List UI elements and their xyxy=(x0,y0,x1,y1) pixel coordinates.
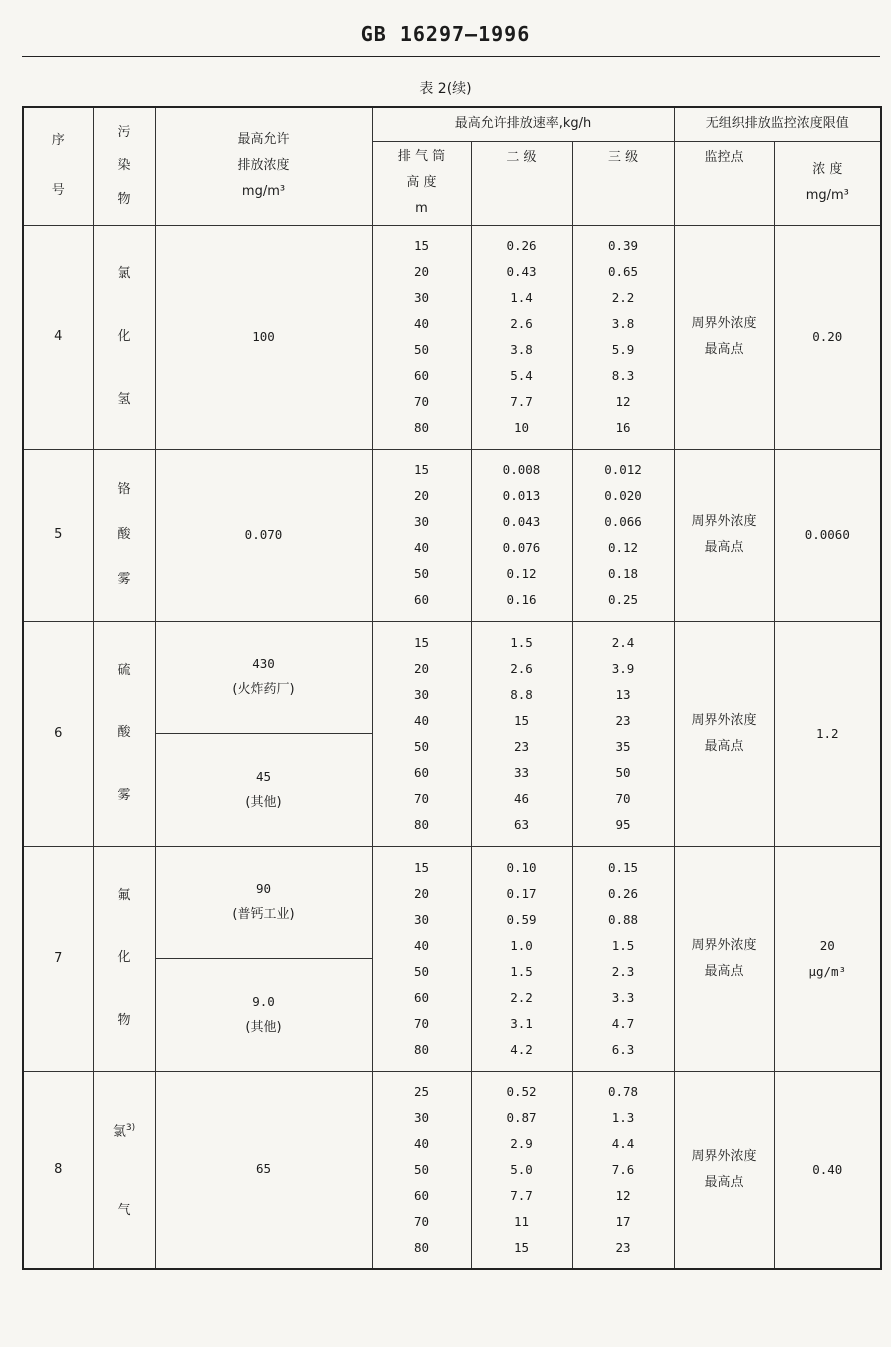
level-3-rate-value: 13 xyxy=(615,686,631,702)
header-pollutant xyxy=(93,107,155,225)
concentration-limit-value: 0.20 xyxy=(812,329,843,344)
monitor-point-line: 周界外浓度 xyxy=(691,1148,757,1164)
pollutant-footnote-mark: 3) xyxy=(125,1123,136,1134)
monitor-point-line: 最高点 xyxy=(704,540,744,555)
cell-concentration-limit xyxy=(774,225,881,449)
pollutant-name xyxy=(94,865,155,1053)
stack-height-value: 50 xyxy=(413,566,430,581)
cell-stack-heights-list xyxy=(373,630,471,838)
max-concentration-split xyxy=(156,847,372,1071)
stack-height-value: 15 xyxy=(413,634,430,650)
level-3-rate-value: 0.26 xyxy=(607,885,639,901)
cell-stack-heights xyxy=(372,846,471,1071)
cell-max-concentration xyxy=(155,225,372,449)
level-2-rate-value: 2.6 xyxy=(510,660,533,676)
cell-monitor-point xyxy=(674,449,774,621)
level-3-rate-value: 23 xyxy=(615,1239,631,1255)
stack-height-value: 20 xyxy=(413,885,430,901)
pollutant-char: 物 xyxy=(117,1013,131,1029)
max-concentration-subcell xyxy=(156,622,372,734)
pollutant-char: 雾 xyxy=(117,788,131,804)
stack-height-value: 30 xyxy=(413,514,430,529)
pollutant-char: 氯 xyxy=(117,266,131,282)
cell-stack-heights-list xyxy=(373,1079,471,1261)
header-stack-height xyxy=(372,141,471,225)
header-seq-char: 序 xyxy=(51,133,65,149)
cell-concentration-limit xyxy=(774,846,881,1071)
level-3-rate-value: 2.3 xyxy=(611,963,635,979)
cell-level-2-rates xyxy=(471,225,572,449)
max-concentration-subcell xyxy=(156,959,372,1071)
stack-height-value: 40 xyxy=(413,540,430,555)
monitor-point-line: 最高点 xyxy=(704,342,744,357)
level-2-rate-value: 7.7 xyxy=(510,394,533,409)
level-3-rate-value: 23 xyxy=(615,712,631,728)
pollutant-char: 氢 xyxy=(117,391,131,407)
cell-level-2-rates xyxy=(471,846,572,1071)
cell-level-2-rates-list xyxy=(472,1079,572,1261)
header-concentration-line: 浓 度 xyxy=(812,162,843,177)
monitor-point-text xyxy=(675,1144,774,1196)
level-3-rate-value: 0.25 xyxy=(607,592,639,607)
max-concentration-note: (其他) xyxy=(245,794,282,810)
header-stack-height-line: 高 度 xyxy=(406,175,437,190)
cell-seq: 6 xyxy=(23,621,93,846)
stack-height-value: 60 xyxy=(413,989,430,1005)
stack-height-value: 40 xyxy=(413,937,430,953)
cell-level-3-rates-list xyxy=(573,630,674,838)
pollutant-char: 铬 xyxy=(117,481,131,497)
cell-concentration-limit xyxy=(774,449,881,621)
concentration-limit-value: 0.0060 xyxy=(804,527,850,542)
level-2-rate-value: 1.0 xyxy=(510,937,533,953)
max-concentration-value: 430 xyxy=(252,656,275,672)
header-seq xyxy=(23,107,93,225)
level-2-rate-value: 0.26 xyxy=(506,238,537,253)
stack-height-value: 50 xyxy=(413,738,430,754)
cell-pollutant xyxy=(93,621,155,846)
level-2-rate-value: 0.16 xyxy=(506,592,537,607)
stack-height-value: 60 xyxy=(413,592,430,607)
level-3-rate-value: 0.15 xyxy=(607,859,639,875)
cell-stack-heights-list xyxy=(373,855,471,1063)
cell-level-2-rates-list xyxy=(472,630,572,838)
cell-stack-heights xyxy=(372,225,471,449)
cell-concentration-limit xyxy=(774,621,881,846)
pollutant-char: 酸 xyxy=(117,526,131,542)
cell-level-3-rates xyxy=(572,621,674,846)
max-concentration-group xyxy=(156,764,372,816)
table-row xyxy=(23,621,881,846)
concentration-limit-unit: μg/m³ xyxy=(808,963,847,979)
level-2-rate-value: 5.0 xyxy=(510,1161,533,1177)
header-stack-height-line: m xyxy=(415,201,428,216)
level-3-rate-value: 0.18 xyxy=(607,566,639,581)
level-3-rate-value: 0.066 xyxy=(604,514,642,529)
max-concentration-subcell xyxy=(156,734,372,846)
level-3-rate-value: 0.012 xyxy=(604,462,642,477)
cell-stack-heights xyxy=(372,621,471,846)
monitor-point-line: 最高点 xyxy=(704,1174,744,1190)
max-concentration-subcell xyxy=(156,847,372,959)
level-2-rate-value: 0.43 xyxy=(506,264,537,279)
stack-height-value: 60 xyxy=(413,764,430,780)
stack-height-value: 50 xyxy=(413,342,430,357)
pollutant-char: 酸 xyxy=(117,725,131,741)
max-concentration-value: 9.0 xyxy=(252,993,275,1009)
concentration-limit-text xyxy=(775,522,881,548)
level-3-rate-value: 0.12 xyxy=(607,540,639,555)
level-3-rate-value: 3.8 xyxy=(611,316,635,331)
stack-height-value: 15 xyxy=(413,462,430,477)
level-3-rate-value: 50 xyxy=(615,764,631,780)
header-max-concentration-line: mg/m³ xyxy=(241,184,286,200)
monitor-point-line: 最高点 xyxy=(704,963,744,979)
stack-height-value: 40 xyxy=(413,316,430,331)
table-row xyxy=(23,846,881,1071)
cell-stack-heights-list xyxy=(373,457,471,613)
pollutant-name xyxy=(94,1089,155,1251)
level-3-rate-value: 3.3 xyxy=(611,989,635,1005)
cell-level-3-rates-list xyxy=(573,855,674,1063)
level-3-rate-value: 1.5 xyxy=(611,937,635,953)
max-concentration-value: 100 xyxy=(252,328,275,344)
level-3-rate-value: 2.2 xyxy=(611,290,635,305)
level-2-rate-value: 3.1 xyxy=(510,1015,533,1031)
max-concentration-group xyxy=(156,651,372,703)
stack-height-value: 80 xyxy=(413,1239,430,1255)
monitor-point-line: 周界外浓度 xyxy=(691,514,757,529)
table-row xyxy=(23,1071,881,1269)
table-row xyxy=(23,449,881,621)
level-3-rate-value: 35 xyxy=(615,738,631,754)
level-3-rate-value: 12 xyxy=(615,1187,631,1203)
stack-height-value: 20 xyxy=(413,488,430,503)
level-2-rate-value: 2.9 xyxy=(510,1135,533,1151)
monitor-point-line: 周界外浓度 xyxy=(691,316,757,331)
level-2-rate-value: 0.52 xyxy=(506,1083,537,1099)
level-2-rate-value: 0.076 xyxy=(502,540,541,555)
level-2-rate-value: 15 xyxy=(513,1239,530,1255)
level-3-rate-value: 17 xyxy=(615,1213,631,1229)
header-max-concentration-line: 最高允许 xyxy=(237,132,290,148)
level-2-rate-value: 0.87 xyxy=(506,1109,537,1125)
concentration-limit-value: 20 xyxy=(819,937,835,953)
level-2-rate-value: 2.2 xyxy=(510,989,533,1005)
header-seq-char: 号 xyxy=(51,183,65,199)
header-rate-group: 最高允许排放速率,kg/h xyxy=(372,107,674,141)
cell-level-2-rates-list xyxy=(472,233,572,441)
stack-height-value: 30 xyxy=(413,1109,430,1125)
pollutant-char: 化 xyxy=(117,950,131,966)
stack-height-value: 60 xyxy=(413,368,430,383)
stack-height-value: 20 xyxy=(413,660,430,676)
pollutant-char: 氯$^{3)}$ xyxy=(112,1123,136,1140)
cell-level-3-rates xyxy=(572,225,674,449)
header-max-concentration-line: 排放浓度 xyxy=(237,158,290,174)
cell-level-2-rates-list xyxy=(472,457,572,613)
cell-level-3-rates-list xyxy=(573,233,674,441)
level-2-rate-value: 0.59 xyxy=(506,911,537,927)
max-concentration-group xyxy=(156,876,372,928)
cell-monitor-point xyxy=(674,225,774,449)
header-max-concentration xyxy=(155,107,372,225)
monitor-point-text xyxy=(675,311,774,363)
max-concentration-value: 65 xyxy=(255,1161,272,1177)
cell-max-concentration xyxy=(155,846,372,1071)
stack-height-value: 30 xyxy=(413,290,430,305)
concentration-limit-text xyxy=(775,721,881,747)
max-concentration-note: (其他) xyxy=(245,1019,282,1035)
level-3-rate-value: 12 xyxy=(615,394,631,409)
level-3-rate-value: 95 xyxy=(615,816,631,832)
header-stack-height-line: 排 气 筒 xyxy=(397,149,446,164)
cell-max-concentration xyxy=(155,621,372,846)
header-concentration xyxy=(774,141,881,225)
header-concentration-line: mg/m³ xyxy=(805,188,849,203)
level-2-rate-value: 0.12 xyxy=(506,566,537,581)
cell-level-2-rates xyxy=(471,1071,572,1269)
concentration-limit-text xyxy=(775,933,881,985)
level-3-rate-value: 70 xyxy=(615,790,631,806)
cell-seq: 7 xyxy=(23,846,93,1071)
cell-max-concentration xyxy=(155,449,372,621)
monitor-point-line: 周界外浓度 xyxy=(691,937,757,953)
concentration-limit-text xyxy=(775,324,881,350)
stack-height-value: 20 xyxy=(413,264,430,279)
stack-height-value: 80 xyxy=(413,420,430,435)
header-fugitive-group: 无组织排放监控浓度限值 xyxy=(674,107,881,141)
emission-limits-table xyxy=(22,106,882,1270)
level-3-rate-value: 0.78 xyxy=(607,1083,639,1099)
header-pollutant-char: 污 xyxy=(117,124,131,140)
level-3-rate-value: 6.3 xyxy=(611,1041,635,1057)
level-2-rate-value: 46 xyxy=(513,790,530,806)
cell-monitor-point xyxy=(674,846,774,1071)
cell-max-concentration xyxy=(155,1071,372,1269)
cell-level-2-rates xyxy=(471,449,572,621)
level-2-rate-value: 11 xyxy=(513,1213,530,1229)
max-concentration-group xyxy=(156,989,372,1041)
cell-level-3-rates xyxy=(572,449,674,621)
header-level-3: 三 级 xyxy=(572,141,674,225)
stack-height-value: 50 xyxy=(413,963,430,979)
level-2-rate-value: 63 xyxy=(513,816,530,832)
level-2-rate-value: 15 xyxy=(513,712,530,728)
level-3-rate-value: 0.88 xyxy=(607,911,639,927)
max-concentration-note: (普钙工业) xyxy=(232,907,295,923)
max-concentration-value: 45 xyxy=(255,768,272,784)
cell-monitor-point xyxy=(674,621,774,846)
cell-seq: 5 xyxy=(23,449,93,621)
level-3-rate-value: 0.65 xyxy=(607,264,639,279)
stack-height-value: 15 xyxy=(413,859,430,875)
level-3-rate-value: 2.4 xyxy=(611,634,635,650)
stack-height-value: 70 xyxy=(413,394,430,409)
cell-level-3-rates-list xyxy=(573,457,674,613)
cell-pollutant xyxy=(93,225,155,449)
level-2-rate-value: 0.013 xyxy=(502,488,541,503)
standard-number: GB 16297—1996 xyxy=(360,22,531,46)
cell-level-3-rates xyxy=(572,1071,674,1269)
pollutant-char: 气 xyxy=(117,1203,131,1219)
level-2-rate-value: 2.6 xyxy=(510,316,533,331)
stack-height-value: 70 xyxy=(413,1213,430,1229)
stack-height-value: 80 xyxy=(413,1041,430,1057)
level-2-rate-value: 3.8 xyxy=(510,342,533,357)
cell-level-3-rates-list xyxy=(573,1079,674,1261)
header-monitor-point: 监控点 xyxy=(674,141,774,225)
cell-pollutant xyxy=(93,846,155,1071)
monitor-point-line: 周界外浓度 xyxy=(691,712,757,728)
header-level-2: 二 级 xyxy=(471,141,572,225)
level-2-rate-value: 0.10 xyxy=(506,859,537,875)
level-2-rate-value: 0.17 xyxy=(506,885,537,901)
cell-monitor-point xyxy=(674,1071,774,1269)
stack-height-value: 40 xyxy=(413,1135,430,1151)
pollutant-name xyxy=(94,640,155,828)
level-3-rate-value: 3.9 xyxy=(611,660,635,676)
stack-height-value: 30 xyxy=(413,686,430,702)
level-2-rate-value: 10 xyxy=(513,420,530,435)
header-pollutant-char: 物 xyxy=(117,191,131,207)
level-2-rate-value: 8.8 xyxy=(510,686,533,702)
stack-height-value: 40 xyxy=(413,712,430,728)
concentration-limit-text xyxy=(775,1157,881,1183)
max-concentration-note: (火炸药厂) xyxy=(232,682,295,698)
level-2-rate-value: 1.5 xyxy=(510,634,533,650)
max-concentration-value: 90 xyxy=(255,881,272,897)
cell-concentration-limit xyxy=(774,1071,881,1269)
pollutant-char: 氟 xyxy=(117,887,131,903)
pollutant-char: 雾 xyxy=(117,572,131,588)
cell-level-2-rates xyxy=(471,621,572,846)
concentration-limit-value: 0.40 xyxy=(812,1161,843,1177)
level-2-rate-value: 7.7 xyxy=(510,1187,533,1203)
cell-level-2-rates-list xyxy=(472,855,572,1063)
stack-height-value: 60 xyxy=(413,1187,430,1203)
monitor-point-text xyxy=(675,933,774,985)
cell-seq: 8 xyxy=(23,1071,93,1269)
cell-level-3-rates xyxy=(572,846,674,1071)
level-2-rate-value: 5.4 xyxy=(510,368,533,383)
level-2-rate-value: 1.4 xyxy=(510,290,533,305)
level-3-rate-value: 1.3 xyxy=(611,1109,635,1125)
cell-stack-heights-list xyxy=(373,233,471,441)
monitor-point-text xyxy=(675,509,774,561)
cell-stack-heights xyxy=(372,449,471,621)
level-3-rate-value: 0.39 xyxy=(607,238,639,253)
header-pollutant-char: 染 xyxy=(117,158,131,174)
monitor-point-text xyxy=(675,708,774,760)
level-2-rate-value: 23 xyxy=(513,738,530,754)
cell-pollutant xyxy=(93,1071,155,1269)
level-2-rate-value: 0.008 xyxy=(502,462,541,477)
level-3-rate-value: 4.7 xyxy=(611,1015,635,1031)
level-3-rate-value: 8.3 xyxy=(611,368,635,383)
stack-height-value: 80 xyxy=(413,816,430,832)
stack-height-value: 70 xyxy=(413,1015,430,1031)
level-3-rate-value: 7.6 xyxy=(611,1161,635,1177)
stack-height-value: 50 xyxy=(413,1161,430,1177)
level-3-rate-value: 4.4 xyxy=(611,1135,635,1151)
cell-stack-heights xyxy=(372,1071,471,1269)
monitor-point-line: 最高点 xyxy=(704,738,744,754)
level-3-rate-value: 16 xyxy=(615,420,631,435)
level-2-rate-value: 0.043 xyxy=(502,514,541,529)
pollutant-name xyxy=(94,243,155,431)
table-body xyxy=(23,225,881,1269)
level-2-rate-value: 1.5 xyxy=(510,963,533,979)
cell-pollutant xyxy=(93,449,155,621)
stack-height-value: 25 xyxy=(413,1083,430,1099)
pollutant-char: 化 xyxy=(117,328,131,344)
max-concentration-value: 0.070 xyxy=(244,526,283,542)
cell-seq: 4 xyxy=(23,225,93,449)
pollutant-char: 硫 xyxy=(117,662,131,678)
table-caption: 表 2(续) xyxy=(419,81,472,97)
level-3-rate-value: 5.9 xyxy=(611,342,635,357)
stack-height-value: 30 xyxy=(413,911,430,927)
pollutant-name xyxy=(94,467,155,603)
stack-height-value: 15 xyxy=(413,238,430,253)
concentration-limit-value: 1.2 xyxy=(815,725,839,741)
level-2-rate-value: 4.2 xyxy=(510,1041,533,1057)
stack-height-value: 70 xyxy=(413,790,430,806)
table-row xyxy=(23,225,881,449)
level-2-rate-value: 33 xyxy=(513,764,530,780)
header-rule xyxy=(22,56,880,57)
max-concentration-split xyxy=(156,622,372,846)
level-3-rate-value: 0.020 xyxy=(604,488,642,503)
